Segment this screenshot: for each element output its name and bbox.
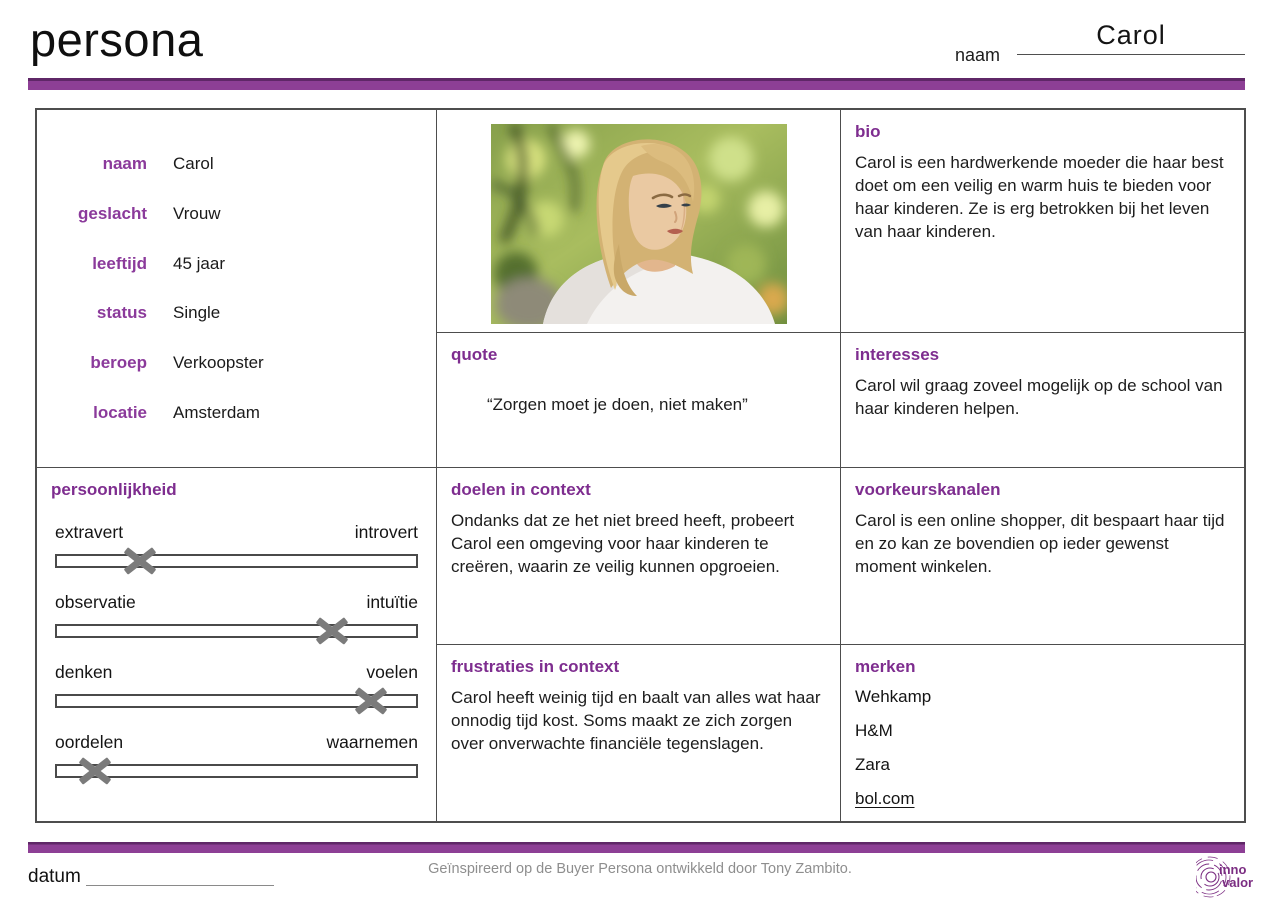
name-value: Carol	[1096, 20, 1166, 50]
bio-section	[841, 110, 1244, 333]
page-title: persona	[30, 13, 204, 66]
profile-field-label: status	[96, 303, 147, 323]
slider-labels	[55, 592, 418, 613]
slider-track[interactable]	[55, 694, 418, 708]
profile-field-label: beroep	[90, 353, 147, 373]
interesses-text: Carol wil graag zoveel mogelijk op de school van haar kinderen helpen.	[855, 376, 1223, 419]
logo-text-line1: inno	[1219, 862, 1247, 877]
profile-field-naam	[37, 154, 436, 174]
profile-field-locatie	[37, 403, 436, 423]
profile-field-label: leeftijd	[92, 253, 147, 273]
merken-item: Wehkamp	[855, 687, 932, 706]
voorkeurskanalen-title: voorkeurskanalen	[855, 480, 1001, 499]
date-field-line	[86, 885, 274, 886]
date-field-label: datum	[28, 866, 81, 887]
merken-item[interactable]: bol.com	[855, 789, 915, 808]
voorkeurskanalen-section	[841, 468, 1244, 645]
bio-text: Carol is een hardwerkende moeder die haar best doet om een veilig en warm huis te bieden voor haar kinderen. Ze is erg betrokken bij het leven van haar kinderen.	[855, 153, 1224, 242]
slider-right-label: intuïtie	[366, 592, 418, 612]
innovalor-logo	[1196, 854, 1258, 900]
profile-field-geslacht	[37, 204, 436, 224]
merken-list	[855, 687, 1230, 809]
name-field	[1017, 20, 1245, 55]
profile-field-value: Carol	[173, 153, 214, 173]
profile-field-status	[37, 303, 436, 323]
profile-section	[37, 110, 437, 468]
slider-track[interactable]	[55, 554, 418, 568]
personality-slider-observatie	[55, 592, 418, 638]
header-divider-bar	[28, 78, 1245, 90]
name-field-label: naam	[955, 45, 1001, 65]
profile-field-value: Single	[173, 303, 221, 323]
profile-field-value: Verkoopster	[173, 353, 264, 373]
doelen-section	[437, 468, 841, 645]
frustraties-section	[437, 645, 841, 821]
personality-slider-denken	[55, 662, 418, 708]
slider-x-marker[interactable]	[351, 681, 391, 721]
persona-photo	[491, 124, 787, 324]
profile-field-label: locatie	[93, 403, 147, 423]
footer-divider-bar	[28, 842, 1245, 853]
slider-right-label: waarnemen	[326, 732, 418, 752]
slider-labels	[55, 732, 418, 753]
profile-field-beroep	[37, 353, 436, 373]
personality-slider-extravert	[55, 522, 418, 568]
merken-item: Zara	[855, 755, 890, 774]
photo-section	[437, 110, 841, 333]
interesses-section	[841, 333, 1244, 468]
slider-left-label: denken	[55, 662, 113, 682]
slider-left-label: observatie	[55, 592, 136, 612]
doelen-title: doelen in context	[451, 480, 591, 499]
voorkeurskanalen-text: Carol is een online shopper, dit bespaart haar tijd en zo kan ze bovendien op ieder gewenst moment winkelen.	[855, 511, 1225, 577]
slider-labels	[55, 522, 418, 543]
slider-labels	[55, 662, 418, 683]
slider-track[interactable]	[55, 764, 418, 778]
slider-x-marker[interactable]	[75, 751, 115, 791]
bio-title: bio	[855, 122, 881, 141]
quote-title: quote	[451, 345, 498, 364]
profile-field-label: geslacht	[78, 203, 147, 223]
profile-field-leeftijd	[37, 254, 436, 274]
persona-grid	[35, 108, 1246, 823]
slider-x-marker[interactable]	[120, 541, 160, 581]
merken-item: H&M	[855, 721, 893, 740]
merken-section	[841, 645, 1244, 821]
quote-section	[437, 333, 841, 468]
doelen-text: Ondanks dat ze het niet breed heeft, probeert Carol een omgeving voor haar kinderen te creëren, waarin ze veilig kunnen opgroeien.	[451, 511, 795, 577]
slider-left-label: oordelen	[55, 732, 124, 752]
slider-track[interactable]	[55, 624, 418, 638]
persona-photo-illustration	[491, 124, 787, 324]
slider-right-label: voelen	[366, 662, 418, 682]
profile-field-label: naam	[102, 153, 147, 173]
profile-field-value: Amsterdam	[173, 403, 260, 423]
profile-field-value: Vrouw	[173, 203, 221, 223]
logo-text-line2: valor	[1222, 875, 1254, 890]
quote-text: “Zorgen moet je doen, niet maken”	[487, 395, 748, 414]
slider-x-marker[interactable]	[312, 611, 352, 651]
frustraties-title: frustraties in context	[451, 657, 620, 676]
personality-sliders	[37, 522, 436, 778]
merken-title: merken	[855, 657, 916, 676]
personality-slider-oordelen	[55, 732, 418, 778]
persoonlijkheid-section	[37, 468, 437, 821]
persoonlijkheid-title: persoonlijkheid	[51, 480, 177, 499]
slider-left-label: extravert	[55, 522, 124, 542]
profile-field-value: 45 jaar	[173, 253, 225, 273]
frustraties-text: Carol heeft weinig tijd en baalt van alles wat haar onnodig tijd kost. Soms maakt ze zich zorgen over onverwachte financiële tegenslagen.	[451, 688, 821, 754]
credit-text: Geïnspireerd op de Buyer Persona ontwikkeld door Tony Zambito.	[428, 861, 852, 877]
interesses-title: interesses	[855, 345, 940, 364]
slider-right-label: introvert	[354, 522, 418, 542]
